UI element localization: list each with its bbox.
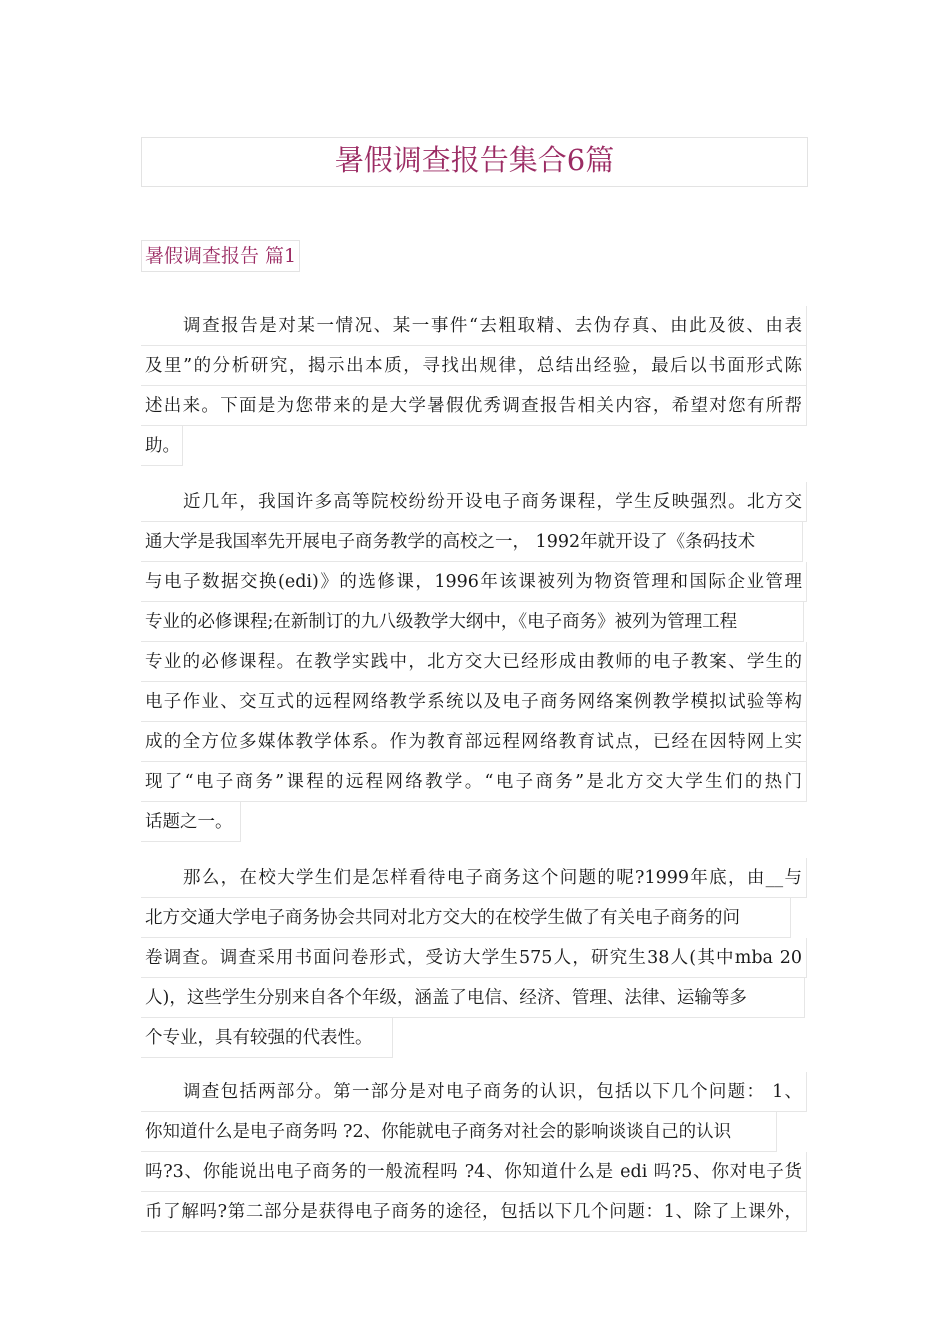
paragraph-line: 北方交通大学电子商务协会共同对北方交大的在校学生做了有关电子商务的问 <box>141 898 791 938</box>
paragraph-line: 电子作业、交互式的远程网络教学系统以及电子商务网络案例教学模拟试验等构 <box>141 682 807 722</box>
paragraph-line: 近几年，我国许多高等院校纷纷开设电子商务课程，学生反映强烈。北方交 <box>141 482 807 522</box>
paragraph-line: 人)，这些学生分别来自各个年级，涵盖了电信、经济、管理、法律、运输等多 <box>141 978 805 1018</box>
paragraph-line: 话题之一。 <box>141 802 241 842</box>
document-title: 暑假调查报告集合6篇 <box>141 137 808 187</box>
paragraph-line: 你知道什么是电子商务吗 ?2、你能就电子商务对社会的影响谈谈自己的认识 <box>141 1112 777 1152</box>
paragraph-line: 币了解吗?第二部分是获得电子商务的途径，包括以下几个问题：1、除了上课外， <box>141 1192 807 1232</box>
paragraph-line: 调查报告是对某一情况、某一事件“去粗取精、去伪存真、由此及彼、由表 <box>141 306 807 346</box>
paragraph-line: 现了“电子商务”课程的远程网络教学。“电子商务”是北方交大学生们的热门 <box>141 762 807 802</box>
paragraph-1 <box>141 306 811 466</box>
paragraph-line: 专业的必修课程;在新制订的九八级教学大纲中，《电子商务》被列为管理工程 <box>141 602 804 642</box>
paragraph-3 <box>141 858 811 1058</box>
paragraph-2 <box>141 482 811 842</box>
paragraph-line: 吗?3、你能说出电子商务的一般流程吗 ?4、你知道什么是 edi 吗?5、你对电子货 <box>141 1152 807 1192</box>
section-heading: 暑假调查报告 篇1 <box>141 240 300 272</box>
paragraph-line: 卷调查。调查采用书面问卷形式，受访大学生575人，研究生38人(其中mba 20 <box>141 938 807 978</box>
paragraph-line: 通大学是我国率先开展电子商务教学的高校之一， 1992年就开设了《条码技术 <box>141 522 803 562</box>
paragraph-line: 调查包括两部分。第一部分是对电子商务的认识，包括以下几个问题： 1、 <box>141 1072 807 1112</box>
paragraph-4 <box>141 1072 811 1232</box>
paragraph-line: 成的全方位多媒体教学体系。作为教育部远程网络教育试点，已经在因特网上实 <box>141 722 807 762</box>
paragraph-line: 个专业，具有较强的代表性。 <box>141 1018 393 1058</box>
paragraph-line: 那么，在校大学生们是怎样看待电子商务这个问题的呢?1999年底，由__与 <box>141 858 807 898</box>
paragraph-line: 助。 <box>141 426 183 466</box>
paragraph-line: 及里”的分析研究，揭示出本质，寻找出规律，总结出经验，最后以书面形式陈 <box>141 346 807 386</box>
paragraph-line: 专业的必修课程。在教学实践中，北方交大已经形成由教师的电子教案、学生的 <box>141 642 807 682</box>
paragraph-line: 述出来。下面是为您带来的是大学暑假优秀调查报告相关内容，希望对您有所帮 <box>141 386 807 426</box>
paragraph-line: 与电子数据交换(edi)》的选修课，1996年该课被列为物资管理和国际企业管理 <box>141 562 807 602</box>
